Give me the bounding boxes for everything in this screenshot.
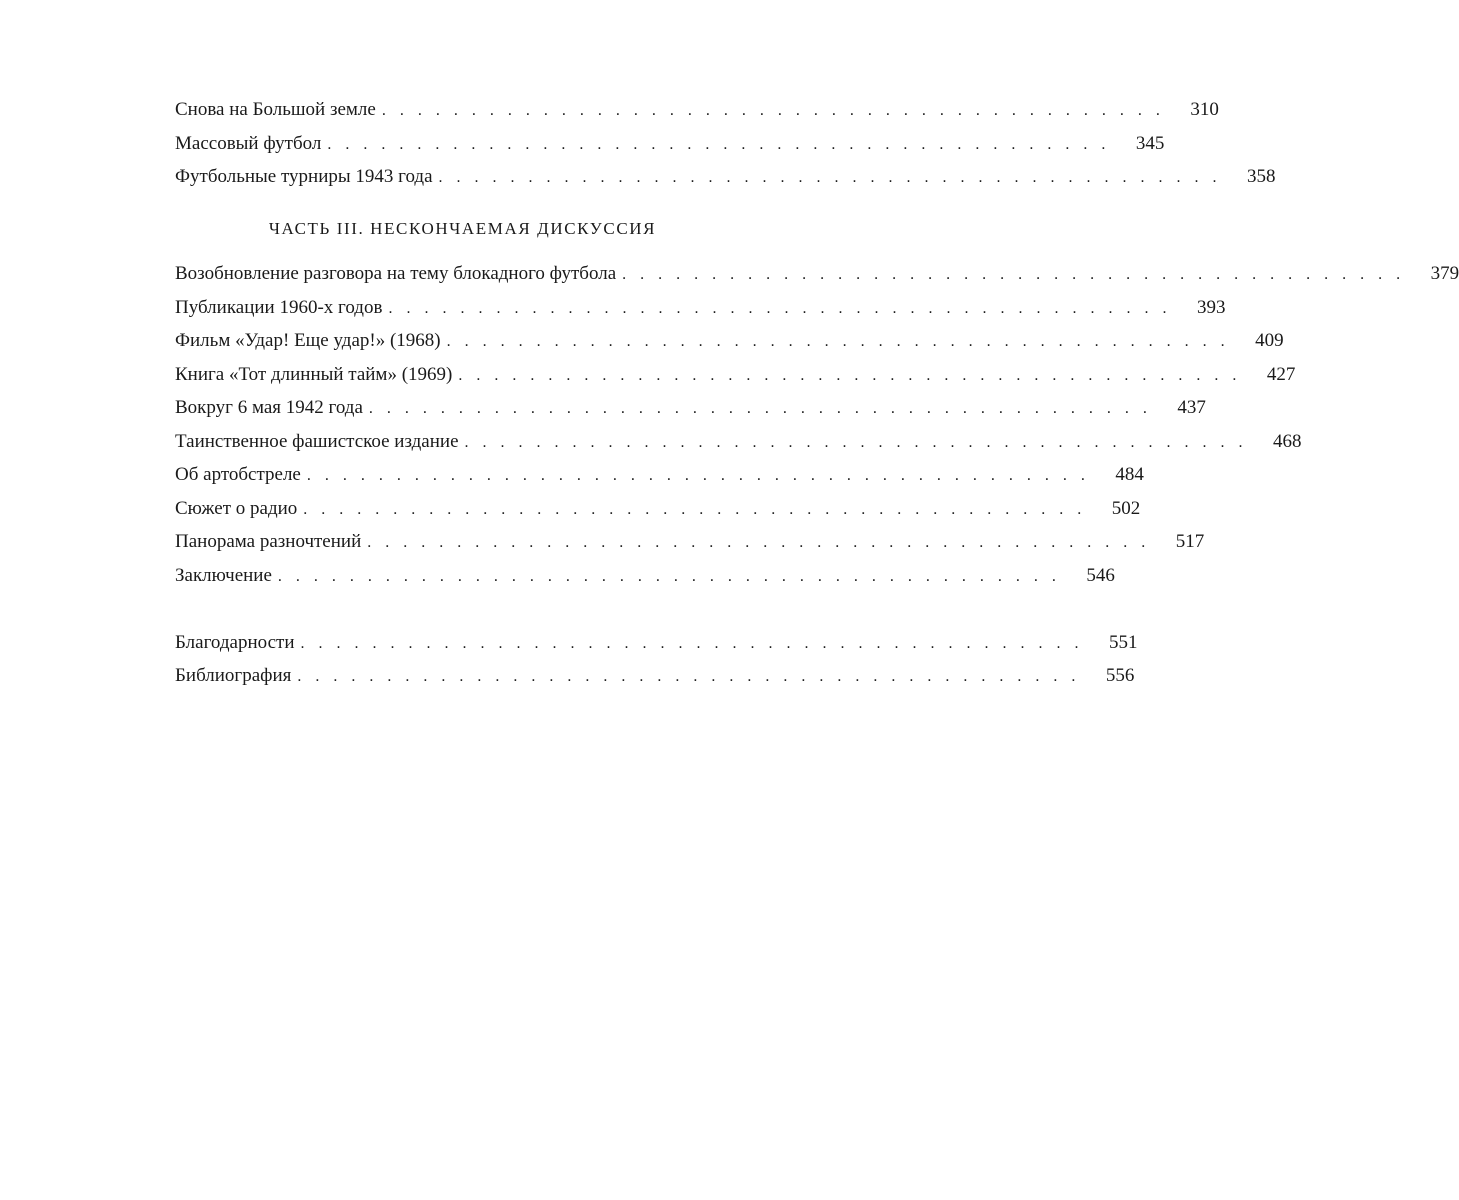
- leader-dots: . . . . . . . . . . . . . . . . . . . . . . . . . . . . . . . . . . . . . . . . . . . .: [300, 634, 1084, 652]
- toc-entry-title: Панорама разночтений: [175, 531, 362, 552]
- toc-entry-page: 517: [1175, 531, 1205, 552]
- toc-entry[interactable]: [175, 324, 1284, 358]
- toc-entry[interactable]: [175, 291, 1226, 325]
- toc-entry[interactable]: [175, 127, 1165, 161]
- toc-entry[interactable]: [175, 626, 1138, 660]
- toc-entry-page: 484: [1115, 464, 1144, 485]
- toc-entry[interactable]: [175, 160, 1276, 194]
- toc-entry[interactable]: [175, 257, 1459, 291]
- toc-entry-title: Вокруг 6 мая 1942 года: [175, 397, 363, 418]
- leader-dots: . . . . . . . . . . . . . . . . . . . . . . . . . . . . . . . . . . . . . . . . . . . .: [388, 299, 1172, 317]
- toc-entry-title: Таинственное фашистское издание: [175, 430, 459, 452]
- leader-dots: . . . . . . . . . . . . . . . . . . . . . . . . . . . . . . . . . . . . . . . . . . . .: [446, 333, 1230, 350]
- toc-entry-page: 310: [1190, 99, 1219, 120]
- toc-entry-page: 556: [1105, 665, 1135, 686]
- leader-dots: . . . . . . . . . . . . . . . . . . . . . . . . . . . . . . . . . . . . . . . . . . . .: [622, 266, 1406, 283]
- leader-dots: . . . . . . . . . . . . . . . . . . . . . . . . . . . . . . . . . . . . . . . . . . . .: [306, 467, 1090, 484]
- leader-dots: . . . . . . . . . . . . . . . . . . . . . . . . . . . . . . . . . . . . . . . . . . . .: [368, 400, 1152, 417]
- toc-entry[interactable]: [175, 525, 1205, 559]
- part-heading: ЧАСТЬ III. НЕСКОНЧАЕМАЯ ДИСКУССИЯ: [268, 218, 657, 238]
- leader-dots: . . . . . . . . . . . . . . . . . . . . . . . . . . . . . . . . . . . . . . . . . . . .: [367, 534, 1151, 551]
- toc-entry[interactable]: [175, 391, 1206, 425]
- table-of-contents: [175, 93, 1459, 693]
- toc-entry-title: Фильм «Удар! Еще удар!» (1968): [175, 330, 441, 351]
- toc-entry-page: 502: [1111, 497, 1141, 519]
- toc-entry-page: 437: [1177, 397, 1206, 418]
- toc-entry[interactable]: [175, 559, 1115, 593]
- leader-dots: . . . . . . . . . . . . . . . . . . . . . . . . . . . . . . . . . . . . . . . . . . . .: [458, 366, 1242, 384]
- toc-entry-title: Библиография: [175, 665, 292, 686]
- toc-entry-title: Снова на Большой земле: [175, 99, 376, 120]
- leader-dots: . . . . . . . . . . . . . . . . . . . . . . . . . . . . . . . . . . . . . . . . . . . .: [381, 102, 1165, 119]
- toc-entry-page: 358: [1247, 166, 1276, 187]
- toc-entry-title: Благодарности: [175, 631, 295, 653]
- toc-entry[interactable]: [175, 358, 1296, 392]
- toc-entry-title: Публикации 1960-х годов: [175, 296, 383, 318]
- toc-entry-page: 468: [1273, 430, 1302, 452]
- toc-entry[interactable]: [175, 458, 1144, 492]
- toc-entry-page: 345: [1135, 132, 1165, 154]
- toc-entry-title: Заключение: [175, 564, 272, 586]
- toc-entry-page: 379: [1430, 263, 1459, 284]
- toc-entry-title: Футбольные турниры 1943 года: [175, 166, 433, 187]
- toc-entry-title: Массовый футбол: [175, 132, 322, 154]
- toc-entry[interactable]: [175, 93, 1219, 127]
- spacer: [175, 592, 750, 626]
- leader-dots: . . . . . . . . . . . . . . . . . . . . . . . . . . . . . . . . . . . . . . . . . . . .: [464, 433, 1248, 451]
- toc-entry-page: 427: [1266, 363, 1296, 385]
- toc-entry[interactable]: [175, 425, 1302, 459]
- leader-dots: . . . . . . . . . . . . . . . . . . . . . . . . . . . . . . . . . . . . . . . . . . . .: [297, 668, 1081, 685]
- toc-entry[interactable]: [175, 659, 1135, 693]
- leader-dots: . . . . . . . . . . . . . . . . . . . . . . . . . . . . . . . . . . . . . . . . . . . .: [303, 500, 1087, 518]
- toc-entry-title: Об артобстреле: [175, 464, 301, 485]
- leader-dots: . . . . . . . . . . . . . . . . . . . . . . . . . . . . . . . . . . . . . . . . . . . .: [277, 567, 1061, 585]
- toc-entry-title: Книга «Тот длинный тайм» (1969): [175, 363, 453, 385]
- toc-entry-page: 546: [1086, 564, 1115, 586]
- leader-dots: . . . . . . . . . . . . . . . . . . . . . . . . . . . . . . . . . . . . . . . . . . . .: [327, 135, 1111, 153]
- toc-entry-title: Возобновление разговора на тему блокадного футбола: [175, 263, 617, 284]
- leader-dots: . . . . . . . . . . . . . . . . . . . . . . . . . . . . . . . . . . . . . . . . . . . .: [438, 169, 1222, 186]
- toc-entry-page: 551: [1109, 631, 1138, 653]
- toc-entry[interactable]: [175, 492, 1141, 526]
- toc-entry-title: Сюжет о радио: [175, 497, 298, 519]
- toc-entry-page: 393: [1196, 296, 1226, 318]
- toc-entry-page: 409: [1255, 330, 1284, 351]
